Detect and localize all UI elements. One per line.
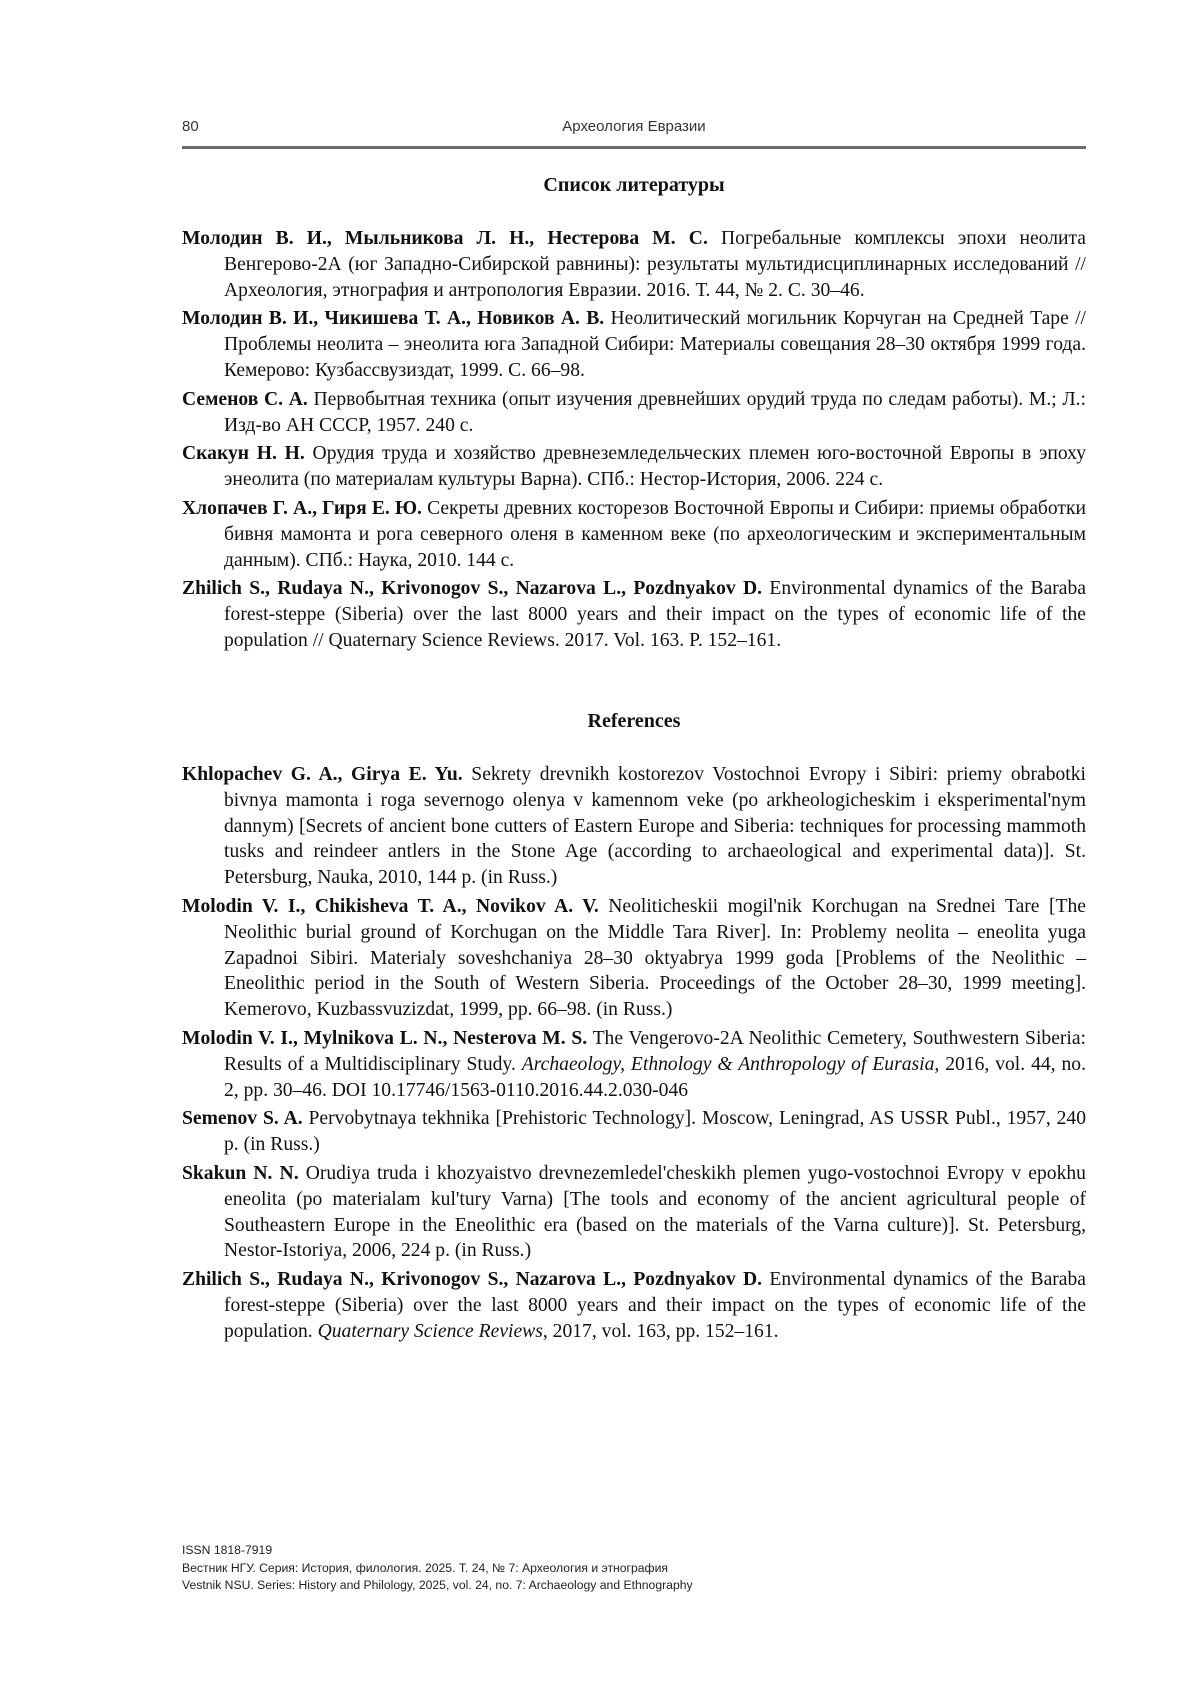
reference-entry: [182, 1106, 1086, 1158]
reference-tail: , 2017, vol. 163, pp. 152–161.: [543, 1321, 779, 1342]
reference-authors: Zhilich S., Rudaya N., Krivonogov S., Nazarova L., Pozdnyakov D.: [182, 578, 762, 599]
journal-section-title: Археология Евразии: [182, 118, 1086, 135]
reference-entry: [182, 1267, 1086, 1344]
reference-entry: [182, 306, 1086, 383]
reference-entry: [182, 1026, 1086, 1103]
reference-authors: Семенов С. А.: [182, 389, 308, 410]
reference-text: Погребальные комплексы эпохи неолита Венгерово-2А (юг Западно-Сибирской равнины): результаты мультидисциплинарных исследований // Археология, этнография и антропология Евразии. 2016. Т. 44, № 2. С. 30–46.: [224, 228, 1086, 301]
reference-text: Orudiya truda i khozyaistvo drevnezemledel'cheskikh plemen yugo-vostochnoi Evropy v epokhu eneolita (po materialam kul'tury Varna) [The tools and economy of the ancient agricultural people of Southeastern Europe in the Eneolithic era (based on the materials of the Varna culture)]. St. Petersburg, Nestor-Istoriya, 2006, 224 p. (in Russ.): [224, 1163, 1086, 1261]
reference-authors: Molodin V. I., Mylnikova L. N., Nesterova M. S.: [182, 1028, 587, 1049]
reference-entry: [182, 894, 1086, 1023]
reference-entry: [182, 576, 1086, 653]
reference-entry: [182, 226, 1086, 303]
reference-journal: Quaternary Science Reviews: [318, 1321, 543, 1342]
ru-reference-list: [182, 226, 1086, 657]
footer-citation-en: Vestnik NSU. Series: History and Philology, 2025, vol. 24, no. 7: Archaeology and Ethnography: [182, 1577, 693, 1595]
reference-text: Первобытная техника (опыт изучения древнейших орудий труда по следам работы). М.; Л.: Изд-во АН СССР, 1957. 240 с.: [224, 389, 1086, 436]
en-references-heading: References: [182, 710, 1086, 733]
reference-text: Environmental dynamics of the Baraba forest-steppe (Siberia) over the last 8000 years and their impact on the types of economic life of the population.: [224, 1269, 1086, 1342]
reference-text: Pervobytnaya tekhnika [Prehistoric Technology]. Moscow, Leningrad, AS USSR Publ., 1957, 240 p. (in Russ.): [224, 1108, 1086, 1155]
reference-authors: Молодин В. И., Мыльникова Л. Н., Нестерова М. С.: [182, 228, 708, 249]
reference-text: Environmental dynamics of the Baraba forest-steppe (Siberia) over the last 8000 years and their impact on the types of economic life of the population // Quaternary Science Reviews. 2017. Vol. 163. P. 152–161.: [224, 578, 1086, 651]
reference-journal: Archaeology, Ethnology & Anthropology of Eurasia: [522, 1054, 935, 1075]
reference-entry: [182, 441, 1086, 493]
reference-text: Орудия труда и хозяйство древнеземледельческих племен юго-восточной Европы в эпоху энеолита (по материалам культуры Варна). СПб.: Нестор-История, 2006. 224 с.: [224, 443, 1086, 490]
footer-issn: ISSN 1818-7919: [182, 1542, 693, 1560]
reference-authors: Khlopachev G. A., Girya E. Yu.: [182, 764, 463, 785]
header-rule: [182, 146, 1086, 149]
reference-authors: Skakun N. N.: [182, 1163, 299, 1184]
reference-authors: Молодин В. И., Чикишева Т. А., Новиков А. В.: [182, 308, 604, 329]
reference-authors: Zhilich S., Rudaya N., Krivonogov S., Nazarova L., Pozdnyakov D.: [182, 1269, 762, 1290]
reference-authors: Molodin V. I., Chikisheva T. A., Novikov A. V.: [182, 896, 599, 917]
reference-authors: Хлопачев Г. А., Гиря Е. Ю.: [182, 498, 422, 519]
reference-text: Секреты древних косторезов Восточной Европы и Сибири: приемы обработки бивня мамонта и рога северного оленя в каменном веке (по археологическим и экспериментальным данным). СПб.: Наука, 2010. 144 с.: [224, 498, 1086, 571]
reference-entry: [182, 387, 1086, 439]
reference-entry: [182, 1161, 1086, 1264]
reference-entry: [182, 496, 1086, 573]
reference-text: Sekrety drevnikh kostorezov Vostochnoi Evropy i Sibiri: priemy obrabotki bivnya mamonta i roga severnogo olenya v kamennom veke (po arkheologicheskim i eksperimental'nym dannym) [Secrets of ancient bone cutters of Eastern Europe and Siberia: techniques for processing mammoth tusks and reindeer antlers in the Stone Age (according to archaeological and experimental data)]. St. Petersburg, Nauka, 2010, 144 p. (in Russ.): [224, 764, 1086, 888]
reference-text: Неолитический могильник Корчуган на Средней Таре // Проблемы неолита – энеолита юга Западной Сибири: Материалы совещания 28–30 октября 1999 года. Кемерово: Кузбассвузиздат, 1999. С. 66–98.: [224, 308, 1086, 381]
page-number: 80: [182, 118, 199, 135]
reference-entry: [182, 762, 1086, 891]
page-footer: [182, 1542, 693, 1595]
reference-authors: Semenov S. A.: [182, 1108, 303, 1129]
en-reference-list: [182, 762, 1086, 1348]
ru-references-heading: Список литературы: [182, 174, 1086, 197]
footer-citation-ru: Вестник НГУ. Серия: История, филология. 2025. Т. 24, № 7: Археология и этнография: [182, 1560, 693, 1578]
reference-text: Neoliticheskii mogil'nik Korchugan na Srednei Tare [The Neolithic burial ground of Korchugan on the Middle Tara River]. In: Problemy neolita – eneolita yuga Zapadnoi Sibiri. Materialy soveshchaniya 28–30 oktyabrya 1999 goda [Problems of the Neolithic – Eneolithic period in the South of Western Siberia. Proceedings of the October 28–30, 1999 meeting]. Kemerovo, Kuzbassvuzizdat, 1999, pp. 66–98. (in Russ.): [224, 896, 1086, 1020]
reference-tail: , 2016, vol. 44, no. 2, pp. 30–46. DOI 10.17746/1563-0110.2016.44.2.030-046: [224, 1054, 1086, 1101]
reference-authors: Скакун Н. Н.: [182, 443, 305, 464]
reference-text: The Vengerovo-2A Neolithic Cemetery, Southwestern Siberia: Results of a Multidisciplinary Study.: [224, 1028, 1086, 1075]
